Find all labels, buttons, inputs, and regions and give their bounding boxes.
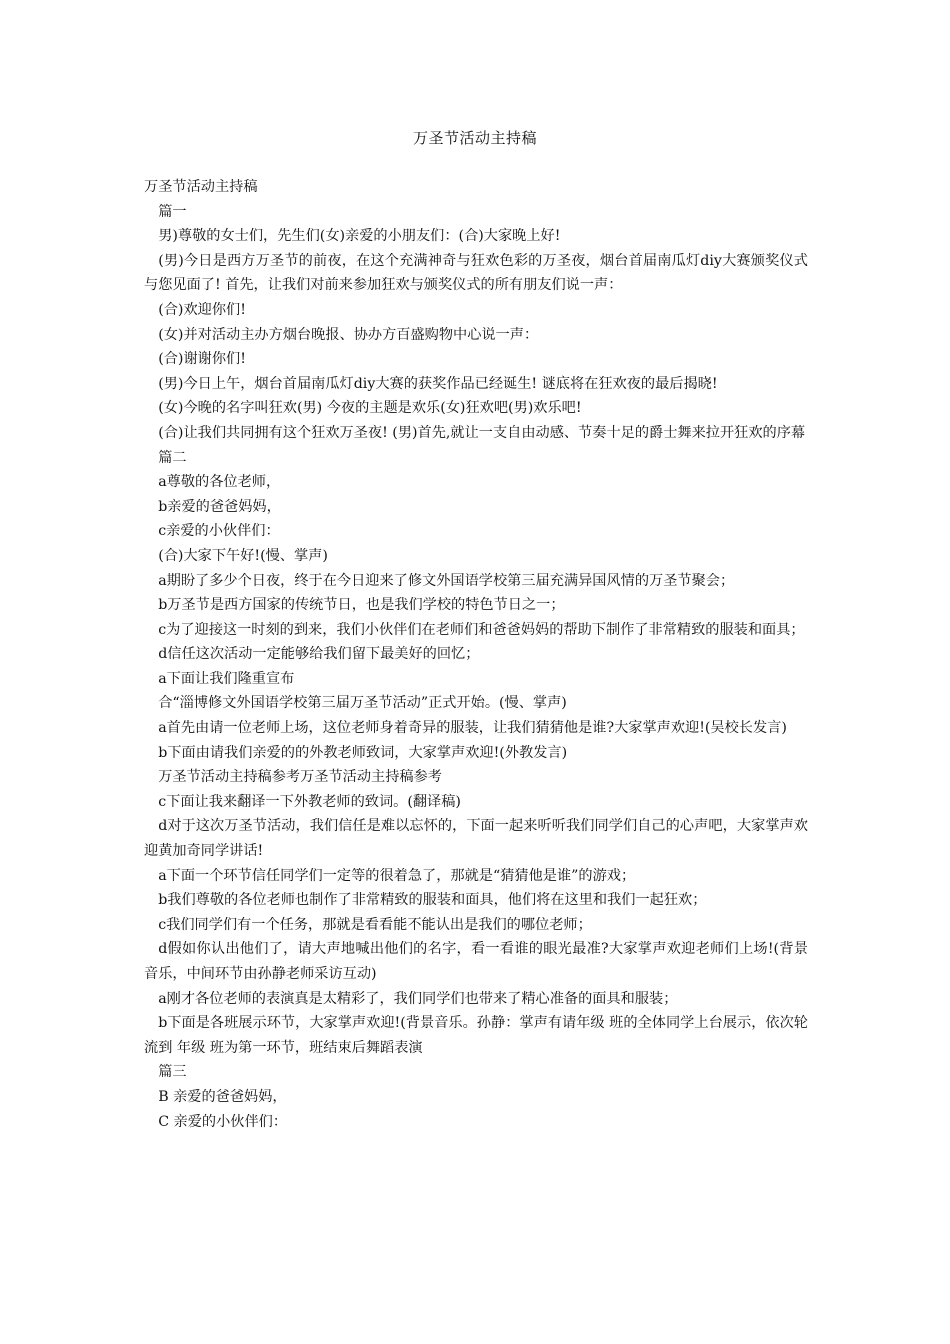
paragraph: a下面一个环节信任同学们一定等的很着急了，那就是“猜猜他是谁”的游戏；: [158, 867, 636, 884]
paragraph: (合)谢谢你们!: [158, 351, 246, 368]
paragraph: c为了迎接这一时刻的到来，我们小伙伴们在老师们和爸爸妈妈的帮助下制作了非常精致的服装和面具；: [158, 621, 805, 638]
section-heading-2: 篇二: [158, 449, 187, 466]
paragraph: 万圣节活动主持稿参考万圣节活动主持稿参考: [158, 769, 442, 786]
document-title: 万圣节活动主持稿: [412, 129, 537, 147]
paragraph: 合“淄博修文外国语学校第三届万圣节活动”正式开始。(慢、掌声): [158, 695, 567, 712]
paragraph: b我们尊敬的各位老师也制作了非常精致的服装和面具，他们将在这里和我们一起狂欢；: [158, 892, 707, 909]
paragraph: d信任这次活动一定能够给我们留下最美好的回忆；: [158, 646, 480, 663]
paragraph: (女)并对活动主办方烟台晚报、协办方百盛购物中心说一声：: [158, 326, 539, 343]
paragraph: a刚才各位老师的表演真是太精彩了，我们同学们也带来了精心准备的面具和服装；: [158, 990, 678, 1007]
paragraph: (合)让我们共同拥有这个狂欢万圣夜! (男)首先,就让一支自由动感、节奏十足的爵士舞来拉开狂欢的序幕: [158, 424, 806, 441]
paragraph: b下面由请我们亲爱的的外教老师致词，大家掌声欢迎!(外教发言): [158, 744, 568, 761]
paragraph: d对于这次万圣节活动，我们信任是难以忘怀的，下面一起来听听我们同学们自己的心声吧，大家掌声欢迎黄加奇同学讲话!: [144, 818, 808, 860]
body-heading: 万圣节活动主持稿: [144, 179, 258, 195]
paragraph: d假如你认出他们了，请大声地喊出他们的名字，看一看谁的眼光最准?大家掌声欢迎老师们上场!(背景音乐，中间环节由孙静老师采访互动): [144, 941, 808, 982]
paragraph: b万圣节是西方国家的传统节日，也是我们学校的特色节日之一；: [158, 597, 565, 614]
paragraph: (女)今晚的名字叫狂欢(男) 今夜的主题是欢乐(女)狂欢吧(男)欢乐吧!: [158, 400, 582, 417]
section-heading-3: 篇三: [158, 1064, 187, 1081]
paragraph: (男)今日上午，烟台首届南瓜灯diy大赛的获奖作品已经诞生! 谜底将在狂欢夜的最后揭晓!: [158, 375, 718, 392]
paragraph: a期盼了多少个日夜，终于在今日迎来了修文外国语学校第三届充满异国风情的万圣节聚会；: [158, 572, 735, 589]
paragraph: a尊敬的各位老师，: [158, 474, 281, 491]
paragraph: b下面是各班展示环节，大家掌声欢迎!(背景音乐。孙静：掌声有请年级 班的全体同学上台展示，依次轮流到 年级 班为第一环节，班结束后舞蹈表演: [144, 1015, 808, 1056]
paragraph: a下面让我们隆重宣布: [158, 670, 295, 687]
paragraph: 男)尊敬的女士们，先生们(女)亲爱的小朋友们：(合)大家晚上好!: [158, 228, 561, 245]
paragraph: a首先由请一位老师上场，这位老师身着奇异的服装，让我们猜猜他是谁?大家掌声欢迎!(吴校长发言): [158, 720, 787, 737]
paragraph: B 亲爱的爸爸妈妈，: [158, 1088, 287, 1105]
paragraph: (合)大家下午好!(慢、掌声): [158, 547, 328, 564]
document-body: [144, 175, 808, 1134]
paragraph: (男)今日是西方万圣节的前夜，在这个充满神奇与狂欢色彩的万圣夜，烟台首届南瓜灯diy大赛颁奖仪式与您见面了! 首先，让我们对前来参加狂欢与颁奖仪式的所有朋友们说一声：: [144, 252, 808, 294]
paragraph: (合)欢迎你们!: [158, 301, 246, 318]
section-heading-1: 篇一: [158, 203, 187, 220]
paragraph: c我们同学们有一个任务，那就是看看能不能认出是我们的哪位老师；: [158, 916, 592, 933]
paragraph: c亲爱的小伙伴们：: [158, 523, 280, 540]
paragraph: b亲爱的爸爸妈妈，: [158, 498, 281, 515]
paragraph: C 亲爱的小伙伴们：: [158, 1113, 288, 1130]
paragraph: c下面让我来翻译一下外教老师的致词。(翻译稿): [158, 793, 461, 810]
